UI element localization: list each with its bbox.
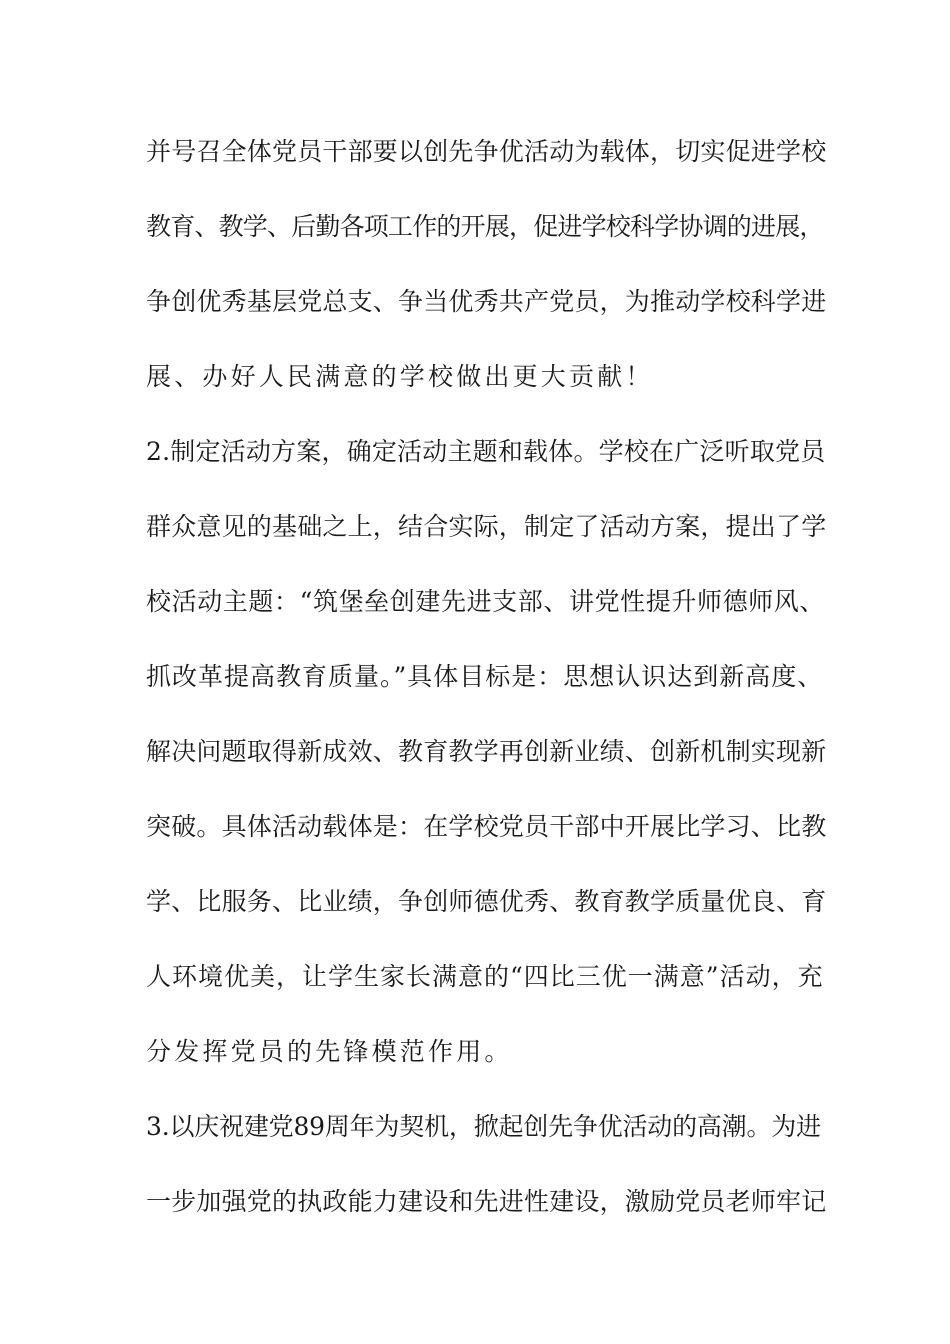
text-line: 人环境优美，让学生家长满意的“四比三优一满意”活动，充 bbox=[146, 962, 824, 991]
text-line: 抓改革提高教育质量。”具体目标是：思想认识达到新高度、 bbox=[146, 662, 824, 691]
text-line: 解决问题取得新成效、教育教学再创新业绩、创新机制实现新 bbox=[146, 737, 827, 766]
text-line: 3.以庆祝建党89周年为契机，掀起创先争优活动的高潮。为进 bbox=[146, 1112, 821, 1141]
text-line: 展、办好人民满意的学校做出更大贡献！ bbox=[146, 362, 654, 391]
text-line: 校活动主题：“筑堡垒创建先进支部、讲党性提升师德师风、 bbox=[146, 587, 825, 616]
text-line: 教育、教学、后勤各项工作的开展，促进学校科学协调的进展， bbox=[146, 212, 824, 241]
text-line: 争创优秀基层党总支、争当优秀共产党员，为推动学校科学进 bbox=[146, 287, 827, 316]
text-line: 2.制定活动方案，确定活动主题和载体。学校在广泛听取党员 bbox=[146, 437, 826, 466]
text-line: 一步加强党的执政能力建设和先进性建设，激励党员老师牢记 bbox=[146, 1187, 827, 1216]
text-line: 学、比服务、比业绩，争创师德优秀、教育教学质量优良、育 bbox=[146, 887, 827, 916]
text-line: 并号召全体党员干部要以创先争优活动为载体，切实促进学校 bbox=[146, 137, 827, 166]
text-line: 突破。具体活动载体是：在学校党员干部中开展比学习、比教 bbox=[146, 812, 827, 841]
text-line: 群众意见的基础之上，结合实际，制定了活动方案，提出了学 bbox=[146, 512, 827, 541]
text-line: 分发挥党员的先锋模范作用。 bbox=[146, 1037, 513, 1066]
